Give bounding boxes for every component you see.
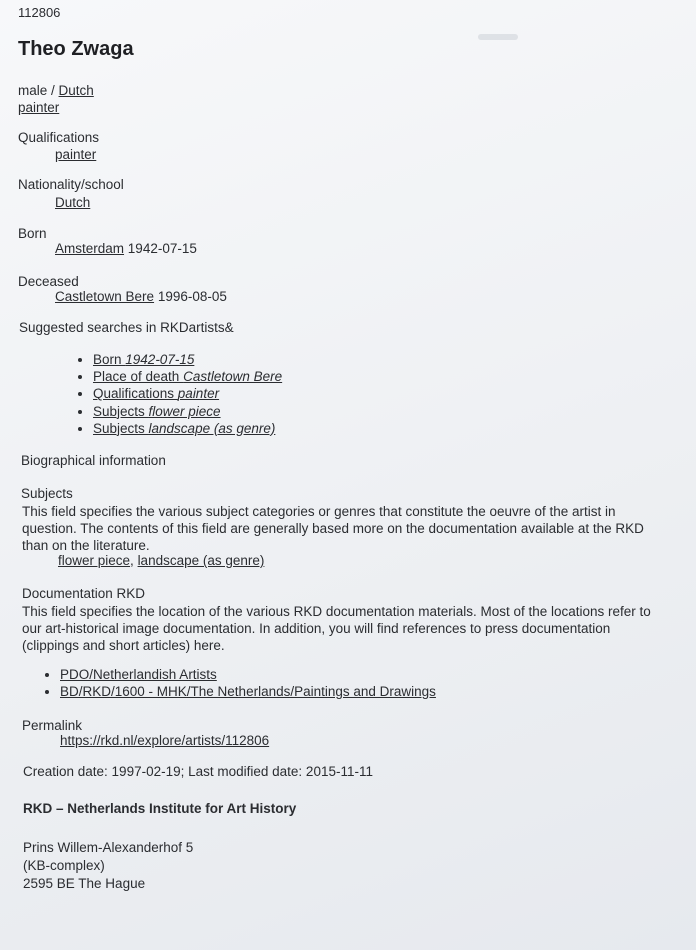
list-item[interactable] (60, 683, 436, 700)
permalink-label: Permalink (22, 718, 83, 733)
documentation-link-pdo[interactable]: PDO/Netherlandish Artists (60, 667, 217, 682)
suggested-search-qualifications[interactable]: Qualifications painter (93, 386, 220, 402)
separator: / (47, 83, 59, 98)
page-title: Theo Zwaga (18, 38, 134, 60)
deceased-date: 1996-08-05 (157, 289, 227, 304)
profession-link[interactable]: painter (18, 100, 60, 115)
documentation-label: Documentation RKD (22, 586, 146, 601)
footer-address-line2: (KB-complex) (23, 858, 105, 873)
suggested-searches-list (75, 351, 282, 437)
subjects-links (58, 553, 264, 568)
footer-address-line1: Prins Willem-Alexanderhof 5 (23, 840, 194, 855)
list-item[interactable] (93, 368, 282, 385)
gender-nationality-line (18, 83, 94, 98)
deceased-label: Deceased (18, 274, 79, 289)
list-item[interactable] (60, 666, 436, 683)
paper-smudge (478, 34, 518, 40)
suggested-search-subjects-landscape[interactable]: Subjects landscape (as genre) (93, 420, 276, 436)
qualifications-link[interactable]: painter (55, 147, 97, 162)
deceased-place-link[interactable]: Castletown Bere (55, 289, 155, 304)
subjects-description: This field specifies the various subject categories or genres that constitute the oeuvre of the artist in question. The contents of this field are generally based more on the documentation available at the RKD than on the literature. (22, 504, 644, 553)
deceased-line (55, 289, 227, 304)
list-item[interactable] (93, 385, 282, 402)
born-label: Born (18, 226, 47, 241)
footer-org-name: RKD – Netherlands Institute for Art History (23, 801, 297, 816)
nationality-link[interactable]: Dutch (58, 83, 94, 98)
nationality-school-link[interactable]: Dutch (55, 195, 91, 210)
list-item[interactable] (93, 403, 282, 420)
record-dates: Creation date: 1997-02-19; Last modified date: 2015-11-11 (23, 764, 373, 779)
qualifications-label: Qualifications (18, 130, 100, 145)
nationality-label: Nationality/school (18, 177, 124, 192)
biographical-heading: Biographical information (21, 453, 166, 468)
record-id: 112806 (18, 5, 61, 20)
documentation-description: This field specifies the location of the various RKD documentation materials. Most of the locations refer to our art-historical image documentation. In addition, you will find references to press documentation (clippings and short articles) here. (22, 604, 651, 653)
footer-address-line3: 2595 BE The Hague (23, 876, 146, 891)
subject-link-flower-piece[interactable]: flower piece (58, 553, 131, 568)
gender-text: male (18, 83, 48, 98)
born-date: 1942-07-15 (127, 241, 197, 256)
born-line (55, 241, 197, 256)
subjects-label: Subjects (21, 486, 73, 501)
suggested-search-born[interactable]: Born 1942-07-15 (93, 352, 195, 367)
born-place-link[interactable]: Amsterdam (55, 241, 125, 256)
subject-link-separator: , (130, 553, 138, 568)
list-item[interactable] (93, 420, 282, 437)
documentation-list (42, 666, 436, 700)
suggested-searches-heading: Suggested searches in RKDartists& (19, 320, 234, 335)
suggested-search-place-of-death[interactable]: Place of death Castletown Bere (93, 369, 283, 385)
permalink-link[interactable]: https://rkd.nl/explore/artists/112806 (60, 733, 270, 748)
suggested-search-subjects-flower[interactable]: Subjects flower piece (93, 403, 221, 419)
list-item[interactable] (93, 351, 282, 368)
documentation-link-bd[interactable]: BD/RKD/1600 - MHK/The Netherlands/Paintings and Drawings (60, 684, 436, 699)
subject-link-landscape[interactable]: landscape (as genre) (137, 553, 265, 568)
